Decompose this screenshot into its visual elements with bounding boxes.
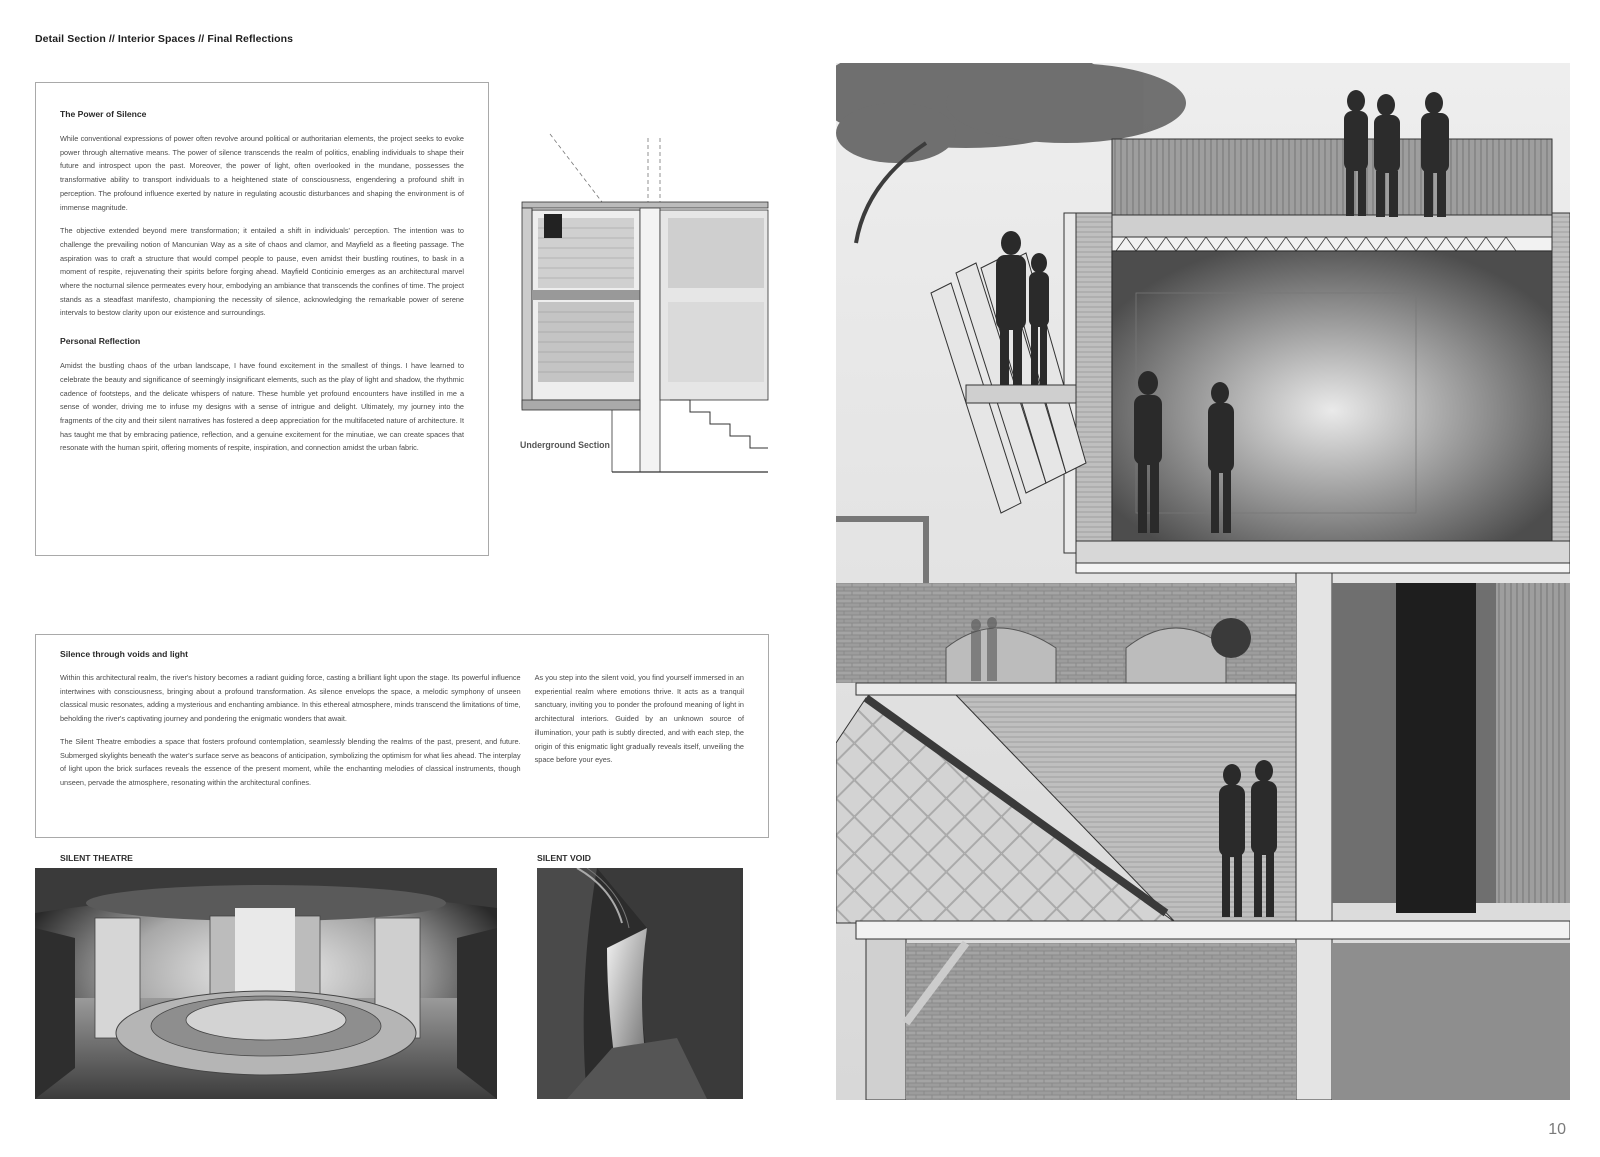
underground-section-caption: Underground Section <box>520 440 610 450</box>
personal-reflection-title: Personal Reflection <box>60 336 141 347</box>
power-of-silence-panel <box>35 82 489 556</box>
voids-col1-paragraph-2: The Silent Theatre embodies a space that fosters profound contemplation, seamlessly blending the realms of the past, present, and future. Submerged skylights beneath the water's surface serve as beacons of anticipation, symbolizing the optimism for what lies ahead. The interplay of light upon the brick surfaces reveals the essence of the present moment, while the enchanting melodies of classical instruments, though unseen, pervade the atmosphere, resonating within the architectural confines. <box>60 736 521 787</box>
voids-col1-paragraph-1: Within this architectural realm, the river's history becomes a radiant guiding force, casting a brilliant light upon the stage. Its powerful influence intertwines with consciousness, bringing about a profound transformation. As silence envelops the space, a melodic symphony of unseen classical music resonates, adding a mysterious and enchanting ambiance. In this ethereal atmosphere, minds transcend the limitations of time, beholding the river's captivating journey and pondering the enigmatic wonders that await. <box>60 673 521 724</box>
silent-void-image <box>537 868 743 1099</box>
silent-theatre-caption: SILENT THEATRE <box>60 853 133 863</box>
page-number: 10 <box>1548 1121 1566 1138</box>
underground-section-drawing <box>520 132 770 482</box>
voids-title: Silence through voids and light <box>60 649 188 659</box>
main-section-drawing <box>836 63 1570 1100</box>
power-of-silence-paragraph-2: The objective extended beyond mere transformation; it entailed a shift in individuals' perception. The intention was to challenge the prevailing notion of Mancunian Way as a site of chaos and clamor, and Mayfield as a fleeting passage. The aspiration was to craft a structure that would compel people to pause, even amidst their bustling routines, to bask in a moment of respite, rejuvenating their spirits before forging ahead. Mayfield Conticinio emerges as an architectural marvel where the nocturnal silence permeates every hour, embodying an ambiance that transcends the confines of time. The project stands as a steadfast manifesto, championing the necessity of silence, acknowledging the remarkable power of serene intervals to bestow clarity upon our existence and surroundings. <box>60 226 464 318</box>
voids-panel <box>35 634 769 838</box>
silent-theatre-image <box>35 868 497 1099</box>
personal-reflection-paragraph: Amidst the bustling chaos of the urban landscape, I have found excitement in the smallest of things. I have learned to celebrate the beauty and significance of seemingly insignificant elements, such as the play of light and shadow, the rhythmic cadence of footsteps, and the delicate whispers of nature. These humble yet profound encounters have instilled in me a sense of wonder, driving me to infuse my designs with a sense of intrigue and delight. Ultimately, my journey into the fragments of the city and their silent narratives has fostered a deep appreciation for the multifaceted nature of architecture. It has taught me that by embracing patience, reflection, and a genuine excitement for the minutiae, we can create spaces that resonate with the human spirit, offering moments of respite, inspiration, and connection amidst the urban fabric. <box>60 361 464 453</box>
power-of-silence-title: The Power of Silence <box>60 109 147 119</box>
power-of-silence-paragraph-1: While conventional expressions of power often revolve around political or authoritarian elements, the project seeks to evoke power through alternative means. The power of silence transcends the realm of politics, enabling individuals to shape their future and introspect upon the past. Moreover, the power of light, often overlooked in the mundane, possesses the transformative ability to transport individuals to a heightened state of consciousness, engendering a profound shift in perception. The profound influence exerted by nature in regulating acoustic disturbances and shaping the environment is of immense magnitude. <box>60 134 464 212</box>
voids-col2-paragraph: As you step into the silent void, you find yourself immersed in an experiential realm where emotions thrive. It acts as a tranquil sanctuary, inviting you to ponder the profound meaning of light in architectural interiors. Guided by an unknown source of illumination, your path is subtly directed, and with each step, the origin of this enigmatic light gradually reveals itself, unveiling the space before your eyes. <box>534 673 744 765</box>
silent-void-caption: SILENT VOID <box>537 853 591 863</box>
breadcrumb: Detail Section // Interior Spaces // Final Reflections <box>35 33 294 45</box>
